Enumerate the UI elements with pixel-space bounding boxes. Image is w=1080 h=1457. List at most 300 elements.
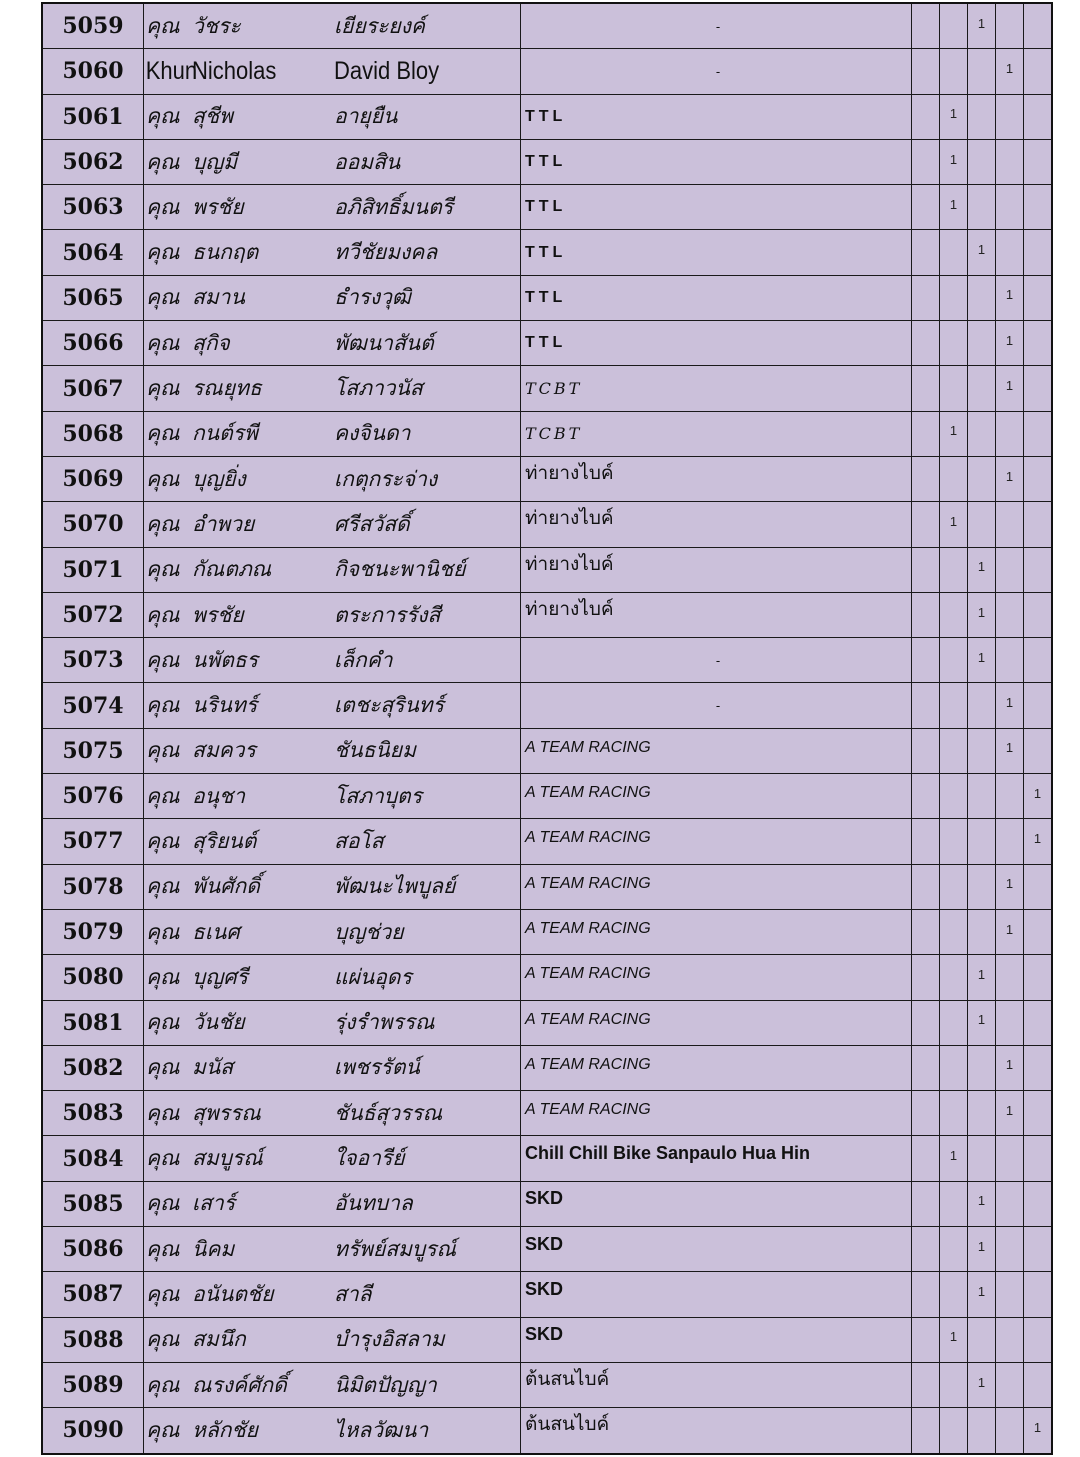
table-row bbox=[42, 1272, 1052, 1317]
category-cell-3 bbox=[968, 1000, 996, 1045]
category-cell-5 bbox=[1024, 1045, 1053, 1090]
category-cell-3 bbox=[968, 909, 996, 954]
category-cell-1 bbox=[912, 819, 940, 864]
category-cell-2 bbox=[940, 275, 968, 320]
last-name: พัฒนะไพบูลย์ bbox=[334, 874, 456, 899]
category-cell-2 bbox=[940, 1272, 968, 1317]
category-cell-1 bbox=[912, 547, 940, 592]
rider-name-cell bbox=[144, 819, 521, 864]
category-cell-1 bbox=[912, 275, 940, 320]
table-row bbox=[42, 1045, 1052, 1090]
team-cell bbox=[521, 774, 912, 819]
category-cell-1 bbox=[912, 94, 940, 139]
category-cell-5 bbox=[1024, 185, 1053, 230]
first-name: วัชระ bbox=[192, 13, 241, 38]
team-cell bbox=[521, 1181, 912, 1226]
category-cell-3 bbox=[968, 1136, 996, 1181]
category-cell-1 bbox=[912, 185, 940, 230]
category-cell-4 bbox=[996, 1362, 1024, 1407]
bib-number: 5075 bbox=[42, 728, 144, 773]
category-mark: 1 bbox=[949, 423, 958, 439]
team-name: A TEAM RACING bbox=[525, 920, 651, 938]
category-cell-4 bbox=[996, 366, 1024, 411]
team-cell bbox=[521, 728, 912, 773]
name-title: คุณ bbox=[146, 1191, 180, 1216]
category-cell-2 bbox=[940, 321, 968, 366]
category-cell-4 bbox=[996, 275, 1024, 320]
first-name: วันชัย bbox=[192, 1010, 245, 1035]
first-name: หลักชัย bbox=[192, 1417, 258, 1442]
category-cell-2 bbox=[940, 683, 968, 728]
table-row bbox=[42, 638, 1052, 683]
registration-table-body bbox=[42, 3, 1052, 1454]
category-mark: 1 bbox=[977, 1238, 986, 1254]
category-cell-3 bbox=[968, 592, 996, 637]
team-name: ท่ายางไบค์ bbox=[525, 507, 614, 530]
team-cell bbox=[521, 456, 912, 501]
category-cell-3 bbox=[968, 1408, 996, 1454]
category-mark: 1 bbox=[1033, 785, 1042, 801]
name-title: คุณ bbox=[146, 828, 180, 853]
team-name: A TEAM RACING bbox=[525, 965, 651, 983]
category-cell-3 bbox=[968, 139, 996, 184]
bib-number: 5081 bbox=[42, 1000, 144, 1045]
category-cell-3 bbox=[968, 1362, 996, 1407]
team-name: - bbox=[715, 18, 721, 34]
rider-name-cell bbox=[144, 774, 521, 819]
category-cell-5 bbox=[1024, 230, 1053, 275]
rider-name-cell bbox=[144, 683, 521, 728]
rider-name-cell bbox=[144, 275, 521, 320]
first-name: พันศักดิ์ bbox=[192, 874, 260, 899]
category-cell-2 bbox=[940, 638, 968, 683]
last-name: พัฒนาสันต์ bbox=[334, 330, 434, 355]
category-cell-4 bbox=[996, 774, 1024, 819]
category-cell-3 bbox=[968, 774, 996, 819]
category-cell-3 bbox=[968, 547, 996, 592]
category-cell-5 bbox=[1024, 275, 1053, 320]
team-name: TCBT bbox=[525, 378, 583, 398]
table-row bbox=[42, 909, 1052, 954]
team-name: TTL bbox=[525, 243, 567, 261]
team-name: A TEAM RACING bbox=[525, 784, 651, 802]
category-cell-1 bbox=[912, 1362, 940, 1407]
first-name: Nicholas bbox=[192, 56, 277, 85]
category-cell-5 bbox=[1024, 139, 1053, 184]
bib-number: 5062 bbox=[42, 139, 144, 184]
team-cell bbox=[521, 1136, 912, 1181]
last-name: เตชะสุรินทร์ bbox=[334, 693, 444, 718]
category-cell-4 bbox=[996, 49, 1024, 94]
category-cell-1 bbox=[912, 456, 940, 501]
rider-name-cell bbox=[144, 139, 521, 184]
name-title: คุณ bbox=[146, 511, 180, 536]
category-cell-4 bbox=[996, 456, 1024, 501]
first-name: อำพวย bbox=[192, 511, 255, 536]
team-name: A TEAM RACING bbox=[525, 738, 651, 756]
name-title: คุณ bbox=[146, 693, 180, 718]
category-cell-1 bbox=[912, 1227, 940, 1272]
team-name: A TEAM RACING bbox=[525, 1101, 651, 1119]
category-cell-2 bbox=[940, 1362, 968, 1407]
rider-name-cell bbox=[144, 1408, 521, 1454]
first-name: สุริยนต์ bbox=[192, 828, 257, 853]
category-cell-3 bbox=[968, 275, 996, 320]
table-row bbox=[42, 139, 1052, 184]
category-mark: 1 bbox=[977, 649, 986, 665]
category-cell-5 bbox=[1024, 1091, 1053, 1136]
category-cell-5 bbox=[1024, 456, 1053, 501]
team-cell bbox=[521, 1362, 912, 1407]
category-cell-1 bbox=[912, 955, 940, 1000]
first-name: สมควร bbox=[192, 738, 256, 763]
category-cell-5 bbox=[1024, 366, 1053, 411]
category-cell-2 bbox=[940, 49, 968, 94]
category-cell-5 bbox=[1024, 49, 1053, 94]
category-cell-4 bbox=[996, 1136, 1024, 1181]
category-cell-4 bbox=[996, 321, 1024, 366]
category-cell-3 bbox=[968, 1045, 996, 1090]
category-cell-3 bbox=[968, 230, 996, 275]
category-cell-2 bbox=[940, 3, 968, 49]
rider-name-cell bbox=[144, 1181, 521, 1226]
category-cell-1 bbox=[912, 411, 940, 456]
category-mark: 1 bbox=[1005, 378, 1014, 394]
category-cell-2 bbox=[940, 1045, 968, 1090]
category-cell-2 bbox=[940, 819, 968, 864]
bib-number: 5064 bbox=[42, 230, 144, 275]
team-cell bbox=[521, 1000, 912, 1045]
category-cell-1 bbox=[912, 230, 940, 275]
team-cell bbox=[521, 411, 912, 456]
category-cell-4 bbox=[996, 230, 1024, 275]
category-cell-3 bbox=[968, 1317, 996, 1362]
team-cell bbox=[521, 3, 912, 49]
category-cell-5 bbox=[1024, 774, 1053, 819]
rider-name-cell bbox=[144, 592, 521, 637]
team-cell bbox=[521, 864, 912, 909]
category-cell-3 bbox=[968, 3, 996, 49]
table-row bbox=[42, 683, 1052, 728]
category-cell-2 bbox=[940, 1136, 968, 1181]
category-cell-2 bbox=[940, 456, 968, 501]
category-cell-1 bbox=[912, 502, 940, 547]
table-row bbox=[42, 955, 1052, 1000]
name-title: คุณ bbox=[146, 104, 180, 129]
bib-number: 5074 bbox=[42, 683, 144, 728]
category-cell-4 bbox=[996, 683, 1024, 728]
category-cell-4 bbox=[996, 139, 1024, 184]
team-name: SKD bbox=[525, 1324, 564, 1345]
category-cell-4 bbox=[996, 1272, 1024, 1317]
name-title: คุณ bbox=[146, 874, 180, 899]
category-cell-2 bbox=[940, 502, 968, 547]
last-name: ธำรงวุฒิ bbox=[334, 285, 411, 310]
category-cell-5 bbox=[1024, 3, 1053, 49]
category-cell-4 bbox=[996, 1045, 1024, 1090]
last-name: ใจอารีย์ bbox=[334, 1146, 405, 1171]
table-row bbox=[42, 230, 1052, 275]
last-name: สอโส bbox=[334, 828, 384, 853]
first-name: พรชัย bbox=[192, 602, 244, 627]
category-cell-4 bbox=[996, 1227, 1024, 1272]
last-name: บุญช่วย bbox=[334, 919, 404, 944]
table-row bbox=[42, 94, 1052, 139]
first-name: อนันตชัย bbox=[192, 1281, 274, 1306]
category-mark: 1 bbox=[977, 1374, 986, 1390]
category-cell-2 bbox=[940, 1181, 968, 1226]
bib-number: 5088 bbox=[42, 1317, 144, 1362]
bib-number: 5071 bbox=[42, 547, 144, 592]
category-cell-3 bbox=[968, 728, 996, 773]
table-row bbox=[42, 1362, 1052, 1407]
table-row bbox=[42, 1408, 1052, 1454]
name-title: คุณ bbox=[146, 738, 180, 763]
bib-number: 5059 bbox=[42, 3, 144, 49]
last-name: เยียระยงค์ bbox=[334, 13, 425, 38]
first-name: เสาร์ bbox=[192, 1191, 236, 1216]
team-cell bbox=[521, 1408, 912, 1454]
table-row bbox=[42, 366, 1052, 411]
category-cell-1 bbox=[912, 1181, 940, 1226]
team-cell bbox=[521, 366, 912, 411]
category-mark: 1 bbox=[949, 513, 958, 529]
category-cell-3 bbox=[968, 502, 996, 547]
category-cell-3 bbox=[968, 638, 996, 683]
team-name: A TEAM RACING bbox=[525, 874, 651, 892]
last-name: เกตุกระจ่าง bbox=[334, 466, 438, 491]
team-name: TTL bbox=[525, 198, 567, 216]
name-title: คุณ bbox=[146, 285, 180, 310]
last-name: กิจชนะพานิชย์ bbox=[334, 557, 466, 582]
category-cell-3 bbox=[968, 1227, 996, 1272]
category-cell-4 bbox=[996, 502, 1024, 547]
team-cell bbox=[521, 819, 912, 864]
bib-number: 5066 bbox=[42, 321, 144, 366]
category-cell-1 bbox=[912, 1091, 940, 1136]
category-mark: 1 bbox=[977, 242, 986, 258]
table-row bbox=[42, 411, 1052, 456]
category-cell-2 bbox=[940, 864, 968, 909]
bib-number: 5073 bbox=[42, 638, 144, 683]
category-cell-4 bbox=[996, 547, 1024, 592]
table-row bbox=[42, 592, 1052, 637]
category-cell-3 bbox=[968, 321, 996, 366]
name-title: คุณ bbox=[146, 13, 180, 38]
category-mark: 1 bbox=[1005, 921, 1014, 937]
category-cell-5 bbox=[1024, 1227, 1053, 1272]
team-name: ต้นสนไบค์ bbox=[525, 1413, 610, 1436]
table-row bbox=[42, 321, 1052, 366]
category-cell-1 bbox=[912, 366, 940, 411]
bib-number: 5079 bbox=[42, 909, 144, 954]
category-mark: 1 bbox=[977, 15, 986, 31]
last-name: นิมิตปัญญา bbox=[334, 1372, 437, 1397]
team-name: TTL bbox=[525, 288, 567, 306]
category-mark: 1 bbox=[1005, 60, 1014, 76]
category-cell-1 bbox=[912, 321, 940, 366]
category-mark: 1 bbox=[977, 1283, 986, 1299]
name-title: คุณ bbox=[146, 783, 180, 808]
category-cell-2 bbox=[940, 185, 968, 230]
category-mark: 1 bbox=[1005, 740, 1014, 756]
category-cell-4 bbox=[996, 1408, 1024, 1454]
bib-number: 5080 bbox=[42, 955, 144, 1000]
bib-number: 5083 bbox=[42, 1091, 144, 1136]
team-cell bbox=[521, 275, 912, 320]
last-name: แผ่นอุดร bbox=[334, 964, 412, 989]
bib-number: 5061 bbox=[42, 94, 144, 139]
category-cell-2 bbox=[940, 230, 968, 275]
first-name: มนัส bbox=[192, 1055, 234, 1080]
first-name: บุญยิ่ง bbox=[192, 466, 246, 491]
team-name: TCBT bbox=[525, 423, 583, 443]
first-name: บุญศรี bbox=[192, 964, 248, 989]
table-row bbox=[42, 547, 1052, 592]
name-title: คุณ bbox=[146, 1417, 180, 1442]
category-cell-2 bbox=[940, 1408, 968, 1454]
first-name: สุชีพ bbox=[192, 104, 233, 129]
category-cell-2 bbox=[940, 1091, 968, 1136]
rider-name-cell bbox=[144, 547, 521, 592]
last-name: คงจินดา bbox=[334, 421, 411, 446]
name-title: คุณ bbox=[146, 1146, 180, 1171]
last-name: ทวีชัยมงคล bbox=[334, 240, 438, 265]
rider-name-cell bbox=[144, 1000, 521, 1045]
first-name: สุกิจ bbox=[192, 330, 230, 355]
team-name: A TEAM RACING bbox=[525, 1055, 651, 1073]
rider-name-cell bbox=[144, 1317, 521, 1362]
category-cell-5 bbox=[1024, 1317, 1053, 1362]
rider-name-cell bbox=[144, 366, 521, 411]
category-cell-4 bbox=[996, 728, 1024, 773]
category-cell-1 bbox=[912, 909, 940, 954]
name-title: คุณ bbox=[146, 1236, 180, 1261]
team-name: TTL bbox=[525, 107, 567, 125]
last-name: ไหลวัฒนา bbox=[334, 1417, 429, 1442]
first-name: อนุชา bbox=[192, 783, 246, 808]
category-cell-5 bbox=[1024, 1362, 1053, 1407]
category-cell-4 bbox=[996, 592, 1024, 637]
category-cell-3 bbox=[968, 185, 996, 230]
last-name: อภิสิทธิ์มนตรี bbox=[334, 194, 454, 219]
last-name: ศรีสวัสดิ์ bbox=[334, 511, 410, 536]
category-cell-5 bbox=[1024, 592, 1053, 637]
table-row bbox=[42, 502, 1052, 547]
category-mark: 1 bbox=[1005, 287, 1014, 303]
table-row bbox=[42, 1317, 1052, 1362]
category-cell-3 bbox=[968, 683, 996, 728]
category-cell-3 bbox=[968, 49, 996, 94]
category-cell-2 bbox=[940, 366, 968, 411]
table-row bbox=[42, 456, 1052, 501]
rider-name-cell bbox=[144, 1362, 521, 1407]
bib-number: 5069 bbox=[42, 456, 144, 501]
team-name: ท่ายางไบค์ bbox=[525, 552, 614, 575]
name-title: คุณ bbox=[146, 240, 180, 265]
bib-number: 5072 bbox=[42, 592, 144, 637]
team-name: ต้นสนไบค์ bbox=[525, 1368, 610, 1391]
table-row bbox=[42, 49, 1052, 94]
category-cell-1 bbox=[912, 49, 940, 94]
category-mark: 1 bbox=[977, 559, 986, 575]
rider-name-cell bbox=[144, 1272, 521, 1317]
table-row bbox=[42, 774, 1052, 819]
category-cell-1 bbox=[912, 683, 940, 728]
category-cell-4 bbox=[996, 1181, 1024, 1226]
team-name: TTL bbox=[525, 153, 567, 171]
team-cell bbox=[521, 139, 912, 184]
category-cell-1 bbox=[912, 864, 940, 909]
rider-name-cell bbox=[144, 1136, 521, 1181]
category-cell-1 bbox=[912, 774, 940, 819]
category-cell-1 bbox=[912, 1136, 940, 1181]
registration-table bbox=[41, 2, 1053, 1455]
first-name: สมนึก bbox=[192, 1327, 246, 1352]
bib-number: 5063 bbox=[42, 185, 144, 230]
category-cell-5 bbox=[1024, 94, 1053, 139]
bib-number: 5067 bbox=[42, 366, 144, 411]
team-cell bbox=[521, 638, 912, 683]
bib-number: 5070 bbox=[42, 502, 144, 547]
category-cell-1 bbox=[912, 1045, 940, 1090]
bib-number: 5085 bbox=[42, 1181, 144, 1226]
category-cell-2 bbox=[940, 547, 968, 592]
first-name: ธนกฤต bbox=[192, 240, 259, 265]
team-cell bbox=[521, 49, 912, 94]
rider-name-cell bbox=[144, 94, 521, 139]
team-name: A TEAM RACING bbox=[525, 1010, 651, 1028]
category-mark: 1 bbox=[949, 151, 958, 167]
category-cell-5 bbox=[1024, 864, 1053, 909]
table-row bbox=[42, 185, 1052, 230]
category-cell-4 bbox=[996, 638, 1024, 683]
team-name: SKD bbox=[525, 1188, 564, 1209]
first-name: สมาน bbox=[192, 285, 245, 310]
rider-name-cell bbox=[144, 49, 521, 94]
category-mark: 1 bbox=[949, 106, 958, 122]
bib-number: 5089 bbox=[42, 1362, 144, 1407]
bib-number: 5090 bbox=[42, 1408, 144, 1454]
team-name: ท่ายางไบค์ bbox=[525, 462, 614, 485]
table-row bbox=[42, 819, 1052, 864]
category-mark: 1 bbox=[949, 196, 958, 212]
team-cell bbox=[521, 94, 912, 139]
team-name: Chill Chill Bike Sanpaulo Hua Hin bbox=[525, 1143, 811, 1164]
category-cell-5 bbox=[1024, 909, 1053, 954]
category-cell-3 bbox=[968, 819, 996, 864]
category-cell-2 bbox=[940, 1000, 968, 1045]
last-name: โสภาวนัส bbox=[334, 376, 423, 401]
first-name: ณรงค์ศักดิ์ bbox=[192, 1372, 287, 1397]
category-cell-3 bbox=[968, 456, 996, 501]
rider-name-cell bbox=[144, 185, 521, 230]
team-name: A TEAM RACING bbox=[525, 829, 651, 847]
first-name: สมบูรณ์ bbox=[192, 1146, 263, 1171]
category-mark: 1 bbox=[1033, 1419, 1042, 1435]
category-cell-2 bbox=[940, 909, 968, 954]
bib-number: 5084 bbox=[42, 1136, 144, 1181]
name-title: คุณ bbox=[146, 1281, 180, 1306]
category-cell-5 bbox=[1024, 1408, 1053, 1454]
team-cell bbox=[521, 592, 912, 637]
category-cell-5 bbox=[1024, 819, 1053, 864]
category-mark: 1 bbox=[977, 1193, 986, 1209]
category-cell-1 bbox=[912, 1000, 940, 1045]
rider-name-cell bbox=[144, 864, 521, 909]
category-mark: 1 bbox=[1005, 876, 1014, 892]
table-row bbox=[42, 275, 1052, 320]
